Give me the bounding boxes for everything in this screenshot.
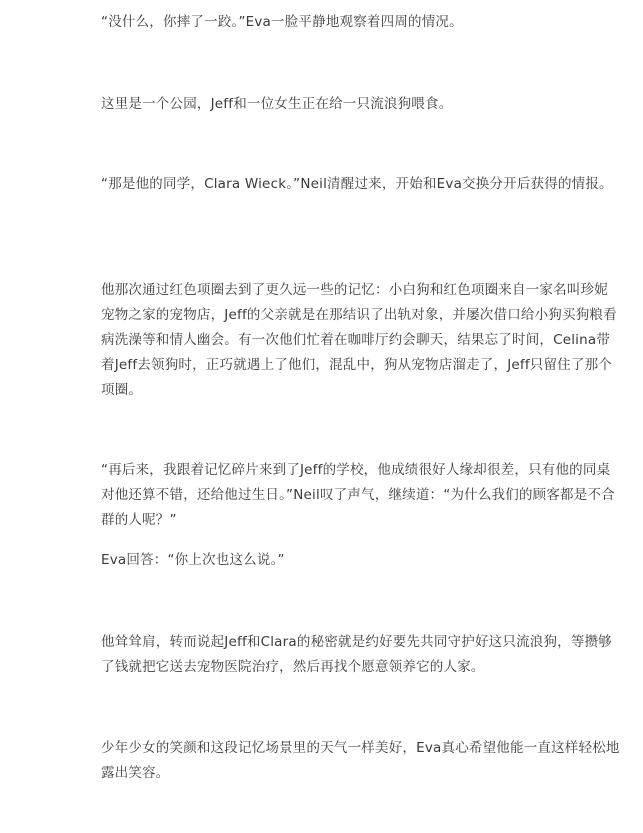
paragraph-6: Eva回答：“你上次也这么说。”: [101, 552, 285, 568]
paragraph-4: 他那次通过红色项圈去到了更久远一些的记忆：小白狗和红色项圈来自一家名叫珍妮宠物之家的宠物店，Jeff的父亲就是在那结识了出轨对象，并屡次借口给小狗买狗粮看病洗澡等和情人幽会。有一次他们忙着在咖啡厅约会聊天，结果忘了时间，Celina带着Jeff去领狗时，正巧就遇上了他们，混乱中，狗从宠物店溜走了，Jeff只留住了那个项圈。: [101, 282, 617, 398]
paragraph-7: 他耸耸肩，转而说起Jeff和Clara的秘密就是约好要先共同守护好这只流浪狗，等攒够了钱就把它送去宠物医院治疗，然后再找个愿意领养它的人家。: [101, 634, 612, 675]
paragraph-3: “那是他的同学，Clara Wieck。”Neil清醒过来，开始和Eva交换分开后获得的情报。: [101, 176, 613, 192]
paragraph-8: 少年少女的笑颜和这段记忆场景里的天气一样美好，Eva真心希望他能一直这样轻松地露出笑容。: [101, 740, 620, 781]
paragraph-2: 这里是一个公园，Jeff和一位女生正在给一只流浪狗喂食。: [101, 96, 453, 112]
paragraph-1: “没什么，你摔了一跤。”Eva一脸平静地观察着四周的情况。: [101, 14, 463, 30]
paragraph-5: “再后来，我跟着记忆碎片来到了Jeff的学校，他成绩很好人缘却很差，只有他的同桌对他还算不错，还给他过生日。”Neil叹了声气，继续道：“为什么我们的顾客都是不合群的人呢？”: [101, 462, 615, 528]
